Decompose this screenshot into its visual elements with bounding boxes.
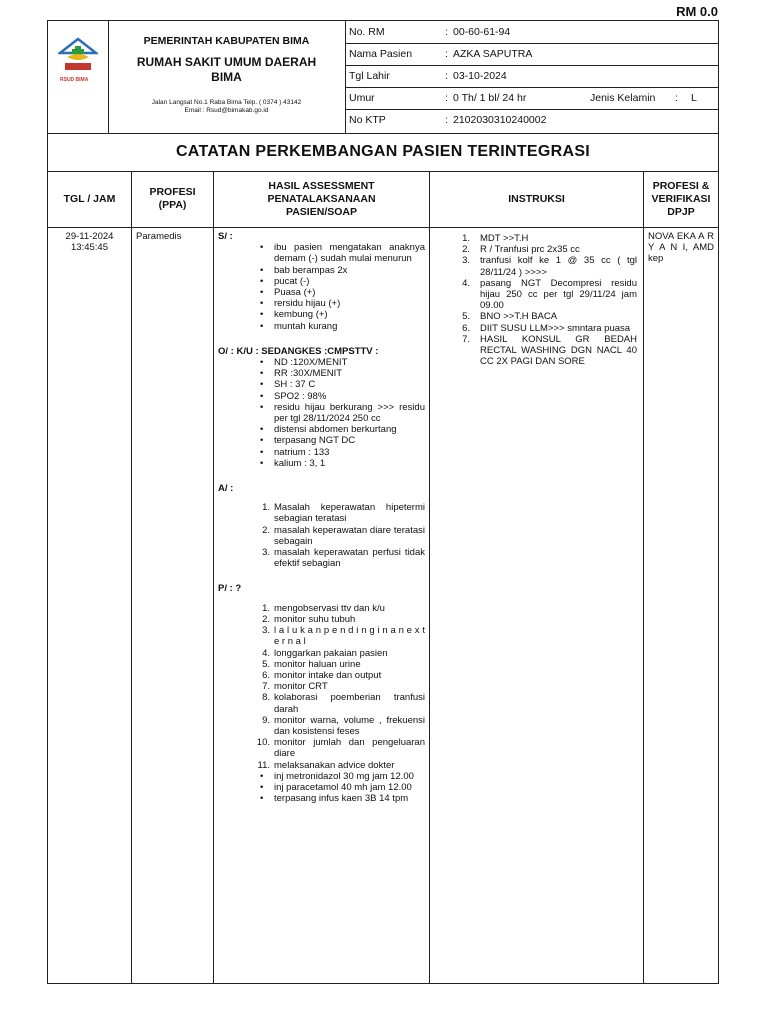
list-item: 1. MDT >>T.H bbox=[462, 233, 529, 244]
item-text: monitor jumlah dan pengeluaran diare bbox=[274, 737, 425, 760]
list-item: 2. monitor suhu tubuh bbox=[262, 613, 356, 625]
separator: : bbox=[675, 92, 678, 104]
patient-identity-table bbox=[345, 21, 718, 133]
list-item: 2. masalah keperawatan diare teratasi sebagain bbox=[262, 524, 425, 547]
item-text: pasang NGT Decompresi residu hijau 250 cc per tgl 29/11/24 jam 09.00 bbox=[480, 277, 637, 312]
verification-column-header: PROFESI & VERIFIKASI DPJP bbox=[644, 171, 718, 228]
hospital-logo-icon bbox=[58, 37, 98, 77]
advice-list bbox=[218, 771, 425, 805]
list-item: 2. R / Tranfusi prc 2x35 cc bbox=[462, 244, 580, 256]
entry-profession: Paramedis bbox=[136, 231, 182, 242]
date-cell bbox=[48, 228, 131, 256]
objective-list bbox=[218, 357, 425, 469]
age-label: Umur bbox=[349, 92, 375, 104]
ktp-label: No KTP bbox=[349, 114, 386, 126]
profession-cell bbox=[132, 228, 213, 245]
list-item: • SH : 37 C bbox=[218, 379, 425, 390]
assessment-list bbox=[218, 502, 425, 569]
list-item: 1. Masalah keperawatan hipetermi sebagian teratasi bbox=[262, 502, 425, 525]
list-item: • ND :120X/MENIT bbox=[218, 357, 425, 368]
item-text: masalah keperawatan perfusi tidak efektif sebagian bbox=[274, 547, 425, 570]
age-value: 0 Th/ 1 bl/ 24 hr bbox=[453, 92, 527, 104]
list-item: 7. HASIL KONSUL GR BEDAH RECTAL WASHING DGN NACL 40 CC 2X PAGI DAN SORE bbox=[462, 333, 637, 368]
list-item: 8. kolaborasi poemberian tranfusi darah bbox=[262, 692, 425, 715]
item-text: monitor intake dan output bbox=[274, 669, 382, 681]
document-header bbox=[48, 21, 718, 134]
list-item: 3. tranfusi kolf ke 1 @ 35 cc ( tgl 28/11/24 ) >>>> bbox=[462, 255, 637, 278]
list-item: • natrium : 133 bbox=[218, 447, 425, 458]
rm-row bbox=[345, 21, 718, 44]
list-item: • kalium : 3, 1 bbox=[218, 458, 425, 469]
verifier-name: NOVA EKA A R Y A N I, AMD kep bbox=[648, 231, 714, 265]
hospital-address bbox=[108, 99, 345, 115]
date-column bbox=[48, 171, 132, 983]
item-text: melaksanakan advice dokter bbox=[274, 759, 395, 771]
date-column-header: TGL / JAM bbox=[48, 171, 131, 228]
list-item: 9. monitor warna, volume , frekuensi dan kosistensi feses bbox=[262, 714, 425, 737]
entry-time: 13:45:45 bbox=[71, 242, 108, 254]
list-item: • muntah kurang bbox=[218, 321, 425, 332]
list-item: • SPO2 : 98% bbox=[218, 391, 425, 402]
list-item: 10. monitor jumlah dan pengeluaran diare bbox=[256, 737, 425, 760]
dob-row bbox=[345, 65, 718, 88]
item-text: monitor CRT bbox=[274, 681, 328, 693]
profession-column-header: PROFESI (PPA) bbox=[132, 171, 213, 228]
list-item: 6. DIIT SUSU LLM>>> smntara puasa bbox=[462, 322, 631, 334]
record-sheet bbox=[47, 20, 719, 984]
subjective-label: S/ : bbox=[218, 231, 233, 242]
logo-label: RSUD BIMA bbox=[60, 77, 89, 83]
list-item: • terpasang NGT DC bbox=[218, 435, 425, 446]
item-text: longgarkan pakaian pasien bbox=[274, 647, 388, 659]
objective-label: O/ : K/U : SEDANGKES :CMPSTTV : bbox=[218, 345, 379, 357]
separator: : bbox=[445, 26, 448, 38]
item-text: l a l u k a n p e n d i n g i n a n e x t e r n a l bbox=[274, 625, 425, 648]
form-code: RM 0.0 bbox=[676, 4, 718, 19]
list-item: • rersidu hijau (+) bbox=[218, 298, 425, 309]
instructions-column bbox=[430, 171, 644, 983]
instructions-cell bbox=[430, 228, 643, 370]
list-item: 1. mengobservasi ttv dan k/u bbox=[262, 602, 385, 614]
list-item: • Puasa (+) bbox=[218, 287, 425, 298]
list-item: • inj metronidazol 30 mg jam 12.00 bbox=[218, 771, 425, 782]
plan-label: P/ : ? bbox=[218, 583, 242, 595]
item-text: monitor suhu tubuh bbox=[274, 613, 356, 625]
soap-cell bbox=[214, 228, 429, 807]
ktp-value: 2102030310240002 bbox=[453, 114, 547, 126]
organization-cell bbox=[108, 21, 346, 133]
address-line: Jalan Langsat No.1 Raba Bima Telp. ( 0374 ) 43142 bbox=[151, 99, 302, 106]
item-text: kolaborasi poemberian tranfusi darah bbox=[274, 692, 425, 715]
item-text: monitor haluan urine bbox=[274, 658, 361, 670]
separator: : bbox=[445, 92, 448, 104]
list-item: • distensi abdomen berkurtang bbox=[218, 424, 425, 435]
list-item: 3. l a l u k a n p e n d i n g i n a n e x t e r n a l bbox=[262, 625, 425, 648]
age-row bbox=[345, 87, 718, 110]
dob-value: 03-10-2024 bbox=[453, 70, 507, 82]
email-line: Email : Rsud@bimakab.go.id bbox=[184, 107, 269, 114]
rm-value: 00-60-61-94 bbox=[453, 26, 511, 38]
verification-column bbox=[644, 171, 718, 983]
assessment-column-header: HASIL ASSESSMENT PENATALAKSANAAN PASIEN/SOAP bbox=[214, 171, 429, 228]
list-item: • terpasang infus kaen 3B 14 tpm bbox=[218, 793, 425, 804]
list-item: 3. masalah keperawatan perfusi tidak efektif sebagian bbox=[262, 547, 425, 570]
profession-column bbox=[132, 171, 214, 983]
item-text: monitor warna, volume , frekuensi dan kosistensi feses bbox=[274, 714, 425, 737]
entry-date: 29-11-2024 bbox=[65, 231, 114, 242]
separator: : bbox=[445, 48, 448, 60]
ktp-row bbox=[345, 109, 718, 133]
document-title: CATATAN PERKEMBANGAN PASIEN TERINTEGRASI bbox=[48, 133, 718, 172]
sex-value: L bbox=[691, 92, 697, 104]
item-text: mengobservasi ttv dan k/u bbox=[274, 602, 385, 614]
list-item: • RR :30X/MENIT bbox=[218, 368, 425, 379]
logo-cell bbox=[48, 21, 109, 133]
sex-label: Jenis Kelamin bbox=[590, 92, 656, 104]
list-item: 5. BNO >>T.H BACA bbox=[462, 311, 558, 323]
separator: : bbox=[445, 114, 448, 126]
subjective-list bbox=[218, 242, 425, 332]
item-text: DIIT SUSU LLM>>> smntara puasa bbox=[480, 322, 631, 334]
item-text: HASIL KONSUL GR BEDAH RECTAL WASHING DGN NACL 40 CC 2X PAGI DAN SORE bbox=[480, 333, 637, 368]
list-item: 7. monitor CRT bbox=[262, 681, 328, 693]
list-item: • residu hijau berkurang >>> residu per tgl 28/11/2024 250 cc bbox=[218, 402, 425, 424]
list-item: 5. monitor haluan urine bbox=[262, 658, 361, 670]
hospital-name: RUMAH SAKIT UMUM DAERAH BIMA bbox=[136, 55, 317, 84]
name-value: AZKA SAPUTRA bbox=[453, 48, 533, 60]
item-text: BNO >>T.H BACA bbox=[480, 311, 558, 323]
list-item: 11. melaksanakan advice dokter bbox=[257, 759, 395, 771]
rm-label: No. RM bbox=[349, 26, 385, 38]
list-item: • kembung (+) bbox=[218, 309, 425, 320]
list-item: • pucat (-) bbox=[218, 276, 425, 287]
item-text: R / Tranfusi prc 2x35 cc bbox=[480, 244, 580, 256]
list-item: • bab berampas 2x bbox=[218, 265, 425, 276]
plan-list bbox=[218, 603, 425, 771]
item-text: Masalah keperawatan hipetermi sebagian teratasi bbox=[274, 502, 425, 525]
name-row bbox=[345, 43, 718, 66]
instructions-column-header: INSTRUKSI bbox=[430, 171, 643, 228]
item-text: tranfusi kolf ke 1 @ 35 cc ( tgl 28/11/24 ) >>>> bbox=[480, 255, 637, 278]
item-text: MDT >>T.H bbox=[480, 233, 529, 244]
name-label: Nama Pasien bbox=[349, 48, 413, 60]
government-name: PEMERINTAH KABUPATEN BIMA bbox=[143, 35, 310, 47]
instructions-list bbox=[434, 233, 639, 367]
list-item: • inj paracetamol 40 mh jam 12.00 bbox=[218, 782, 425, 793]
item-text: masalah keperawatan diare teratasi sebagain bbox=[274, 524, 425, 547]
separator: : bbox=[445, 70, 448, 82]
assessment-column bbox=[214, 171, 430, 983]
list-item: 6. monitor intake dan output bbox=[262, 669, 382, 681]
assessment-label: A/ : bbox=[218, 483, 234, 495]
verification-cell bbox=[644, 228, 718, 268]
list-item: 4. longgarkan pakaian pasien bbox=[262, 647, 388, 659]
list-item: 4. pasang NGT Decompresi residu hijau 250 cc per tgl 29/11/24 jam 09.00 bbox=[462, 277, 637, 312]
dob-label: Tgl Lahir bbox=[349, 70, 390, 82]
list-item: • ibu pasien mengatakan anaknya demam (-) sudah mulai menurun bbox=[218, 242, 425, 264]
